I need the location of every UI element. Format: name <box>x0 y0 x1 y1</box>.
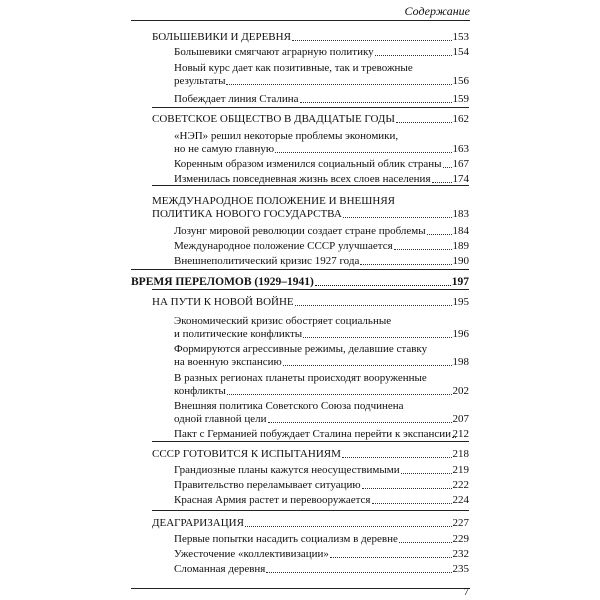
dot-leader <box>330 557 452 558</box>
toc-entry-title-line: МЕЖДУНАРОДНОЕ ПОЛОЖЕНИЕ И ВНЕШНЯЯ <box>152 195 395 207</box>
dot-leader <box>443 167 452 168</box>
toc-entry-chapter <box>152 296 469 309</box>
dot-leader <box>375 55 452 56</box>
toc-entry-title: СОВЕТСКОЕ ОБЩЕСТВО В ДВАДЦАТЫЕ ГОДЫ <box>152 113 395 125</box>
dot-leader <box>303 337 451 338</box>
dot-leader <box>432 182 452 183</box>
section-divider <box>152 107 469 108</box>
toc-entry-title-line: Экономический кризис обостряет социальные <box>174 315 392 327</box>
dot-leader <box>268 422 452 423</box>
dot-leader <box>266 572 451 573</box>
footer-rule <box>131 588 470 589</box>
toc-entry-section <box>174 62 469 88</box>
toc-entry-page: 159 <box>452 93 469 105</box>
toc-entry-title: Первые попытки насадить социализм в деревне <box>174 533 398 545</box>
toc-entry-page: 235 <box>452 563 469 575</box>
section-divider <box>152 441 469 442</box>
page-number: 7 <box>463 586 469 598</box>
toc-entry-title-line: ПОЛИТИКА НОВОГО ГОСУДАРСТВА <box>152 208 342 220</box>
toc-entry-title-line: и политические конфликты <box>174 328 303 340</box>
toc-entry-title-line: Формируются агрессивные режимы, делавшие ставку <box>174 343 428 355</box>
toc-entry-title: ВРЕМЯ ПЕРЕЛОМОВ (1929–1941) <box>131 276 314 288</box>
toc-entry-section <box>174 548 469 561</box>
toc-entry-page: 222 <box>452 479 469 491</box>
toc-entry-page: 229 <box>452 533 469 545</box>
toc-entry-chapter <box>152 113 469 126</box>
toc-entry-section <box>174 479 469 492</box>
dot-leader <box>227 394 452 395</box>
toc-entry-page: 156 <box>452 75 469 87</box>
toc-entry-page: 212 <box>452 428 469 440</box>
toc-entry-title-line: результаты <box>174 75 226 87</box>
toc-entry-page: 218 <box>452 448 469 460</box>
toc-entry-title: Ужесточение «коллективизации» <box>174 548 329 560</box>
toc-entry-title: Большевики смягчают аграрную политику <box>174 46 374 58</box>
toc-entry-page: 219 <box>452 464 469 476</box>
toc-entry-section <box>174 343 469 369</box>
toc-entry-section <box>174 130 469 156</box>
dot-leader <box>396 122 452 123</box>
toc-entry-page: 227 <box>452 517 469 529</box>
toc-entry-section <box>174 240 469 253</box>
toc-entry-page: 196 <box>452 328 469 340</box>
toc-entry-section <box>174 46 469 59</box>
toc-entry-chapter <box>152 195 469 221</box>
toc-entry-title: Грандиозные планы кажутся неосуществимыми <box>174 464 400 476</box>
toc-entry-page: 197 <box>451 276 469 288</box>
toc-entry-title: Правительство переламывает ситуацию <box>174 479 361 491</box>
toc-entry-section <box>174 533 469 546</box>
dot-leader <box>342 457 452 458</box>
toc-entry-title: СССР ГОТОВИТСЯ К ИСПЫТАНИЯМ <box>152 448 341 460</box>
toc-entry-title-line: но не самую главную <box>174 143 275 155</box>
toc-entry-page: 198 <box>452 356 469 368</box>
toc-entry-page: 183 <box>452 208 469 220</box>
toc-entry-title: Внешнеполитический кризис 1927 года <box>174 255 360 267</box>
toc-entry-title: БОЛЬШЕВИКИ И ДЕРЕВНЯ <box>152 31 291 43</box>
toc-entry-title: Красная Армия растет и перевооружается <box>174 494 371 506</box>
toc-entry-page: 202 <box>452 385 469 397</box>
toc-entry-title-line: Новый курс дает как позитивные, так и тревожные <box>174 62 413 74</box>
toc-entry-section <box>174 225 469 238</box>
dot-leader <box>427 234 452 235</box>
dot-leader <box>300 102 452 103</box>
toc-entry-section <box>174 93 469 106</box>
dot-leader <box>275 152 451 153</box>
dot-leader <box>315 285 451 286</box>
toc-entry-title-line: одной главной цели <box>174 413 267 425</box>
section-divider <box>131 269 469 270</box>
toc-entry-page: 153 <box>452 31 469 43</box>
toc-entry-section <box>174 315 469 341</box>
toc-entry-page: 167 <box>452 158 469 170</box>
toc-entry-page: 224 <box>452 494 469 506</box>
toc-entry-title-line: Внешняя политика Советского Союза подчинена <box>174 400 404 412</box>
toc-entry-title: Коренным образом изменился социальный облик страны <box>174 158 442 170</box>
running-title: Содержание <box>404 4 470 18</box>
toc-entry-section <box>174 400 469 426</box>
section-divider <box>152 185 469 186</box>
toc-entry-section <box>174 428 469 441</box>
toc-entry-section <box>174 494 469 507</box>
dot-leader <box>360 264 451 265</box>
toc-entry-section <box>174 464 469 477</box>
toc-entry-title: Лозунг мировой революции создает стране проблемы <box>174 225 426 237</box>
toc-entry-chapter <box>152 517 469 530</box>
dot-leader <box>295 305 452 306</box>
toc-entry-title-line: «НЭП» решил некоторые проблемы экономики, <box>174 130 399 142</box>
toc-entry-title-line: на военную экспансию <box>174 356 282 368</box>
dot-leader <box>399 542 452 543</box>
toc-entry-title: Сломанная деревня <box>174 563 266 575</box>
toc-entry-chapter <box>152 31 469 44</box>
section-divider <box>152 510 469 511</box>
toc-entry-page: 154 <box>452 46 469 58</box>
toc-entry-section <box>174 158 469 171</box>
dot-leader <box>394 249 452 250</box>
toc-entry-title-line: конфликты <box>174 385 226 397</box>
toc-entry-title: Международное положение СССР улучшается <box>174 240 393 252</box>
toc-entry-section <box>174 255 469 268</box>
dot-leader <box>362 488 452 489</box>
dot-leader <box>226 84 451 85</box>
toc-entry-title: Побеждает линия Сталина <box>174 93 299 105</box>
toc-entry-page: 190 <box>452 255 469 267</box>
dot-leader <box>292 40 452 41</box>
dot-leader <box>372 503 452 504</box>
dot-leader <box>401 473 452 474</box>
toc-entry-page: 162 <box>452 113 469 125</box>
toc-entry-chapter <box>152 448 469 461</box>
toc-entry-page: 195 <box>452 296 469 308</box>
toc-entry-page: 174 <box>452 173 469 185</box>
toc-entry-section <box>174 372 469 398</box>
section-divider <box>152 289 469 290</box>
toc-entry-title: ДЕАГРАРИЗАЦИЯ <box>152 517 244 529</box>
toc-entry-page: 232 <box>452 548 469 560</box>
toc-entry-title: НА ПУТИ К НОВОЙ ВОЙНЕ <box>152 296 294 308</box>
toc-entry-page: 184 <box>452 225 469 237</box>
toc-entry-page: 207 <box>452 413 469 425</box>
toc-entry-part <box>131 276 469 289</box>
toc-entry-section <box>174 563 469 576</box>
dot-leader <box>283 365 452 366</box>
dot-leader <box>245 526 452 527</box>
toc-entry-title-line: В разных регионах планеты происходят вооруженные <box>174 372 427 384</box>
toc-entry-page: 189 <box>452 240 469 252</box>
toc-entry-title: Изменилась повседневная жизнь всех слоев населения <box>174 173 431 185</box>
toc-entry-title: Пакт с Германией побуждает Сталина перейти к экспансии <box>174 428 452 440</box>
dot-leader <box>343 217 452 218</box>
toc-entry-page: 163 <box>452 143 469 155</box>
